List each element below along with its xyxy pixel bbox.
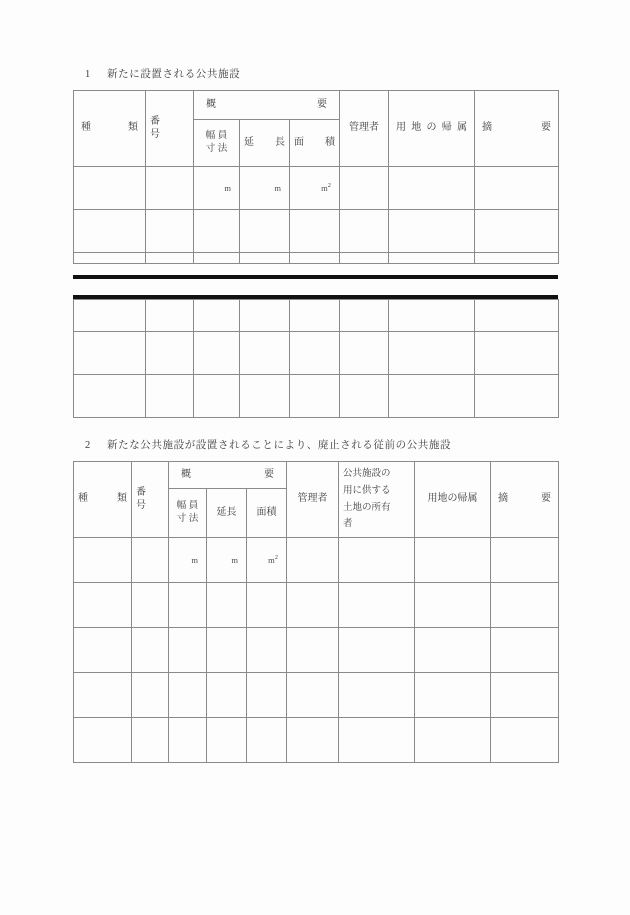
table2-cell-manager[interactable] bbox=[287, 673, 339, 718]
table1-col-manager-label: 管理者 bbox=[349, 122, 379, 134]
table2-cell-number[interactable] bbox=[132, 628, 169, 673]
table2-cell-width[interactable] bbox=[169, 538, 207, 583]
new-public-facilities-table-continued bbox=[73, 299, 559, 418]
table-row bbox=[74, 375, 559, 418]
table1c-cell-kind[interactable] bbox=[74, 332, 146, 375]
table1c-cell-width[interactable] bbox=[194, 332, 240, 375]
page-break-rule-top bbox=[73, 275, 558, 279]
unit-square-meter-area bbox=[290, 183, 339, 194]
unit-meter-length: m bbox=[231, 554, 238, 565]
unit-square-meter-exponent: 2 bbox=[327, 181, 331, 189]
table1c-cell-area[interactable] bbox=[290, 332, 340, 375]
table2-cell-width[interactable] bbox=[169, 583, 207, 628]
table1-cell-kind[interactable] bbox=[74, 210, 146, 253]
table-row bbox=[74, 673, 559, 718]
table1c-cell-area[interactable] bbox=[290, 375, 340, 418]
unit-meter-width: m bbox=[191, 554, 198, 565]
unit-square-meter-area bbox=[247, 555, 286, 566]
table2-col-length-label: 延長 bbox=[216, 506, 237, 518]
table-row bbox=[74, 332, 559, 375]
section-1-heading bbox=[85, 66, 240, 81]
table-row bbox=[74, 538, 559, 583]
table1c-cell-manager[interactable] bbox=[340, 300, 389, 332]
table1-col-kind bbox=[74, 91, 146, 167]
abolished-public-facilities-table bbox=[73, 461, 559, 763]
table1c-cell-remarks[interactable] bbox=[475, 375, 559, 418]
table1-cell-remarks[interactable] bbox=[475, 253, 559, 264]
table2-col-manager-label: 管理者 bbox=[297, 493, 328, 505]
table1-cell-area[interactable] bbox=[290, 210, 340, 253]
table1-col-width-size bbox=[194, 120, 240, 167]
table2-cell-width[interactable] bbox=[169, 628, 207, 673]
unit-square-meter-exponent: 2 bbox=[274, 553, 278, 561]
table1c-cell-area[interactable] bbox=[290, 300, 340, 332]
table2-cell-length[interactable] bbox=[207, 628, 247, 673]
table2-col-area-label: 面積 bbox=[256, 506, 277, 518]
table1c-cell-land-attribution[interactable] bbox=[389, 300, 475, 332]
table2-col-length bbox=[207, 489, 247, 538]
table1-col-width-size-line1: 幅員 bbox=[205, 131, 230, 142]
table2-cell-land-owner[interactable] bbox=[339, 673, 415, 718]
table2-cell-land-owner[interactable] bbox=[339, 718, 415, 763]
table1c-cell-kind[interactable] bbox=[74, 300, 146, 332]
unit-meter-width: m bbox=[224, 182, 231, 193]
table-row bbox=[74, 300, 559, 332]
table2-col-number-label: 番 号 bbox=[136, 487, 156, 511]
table-row bbox=[74, 167, 559, 210]
table1-group-outline-label: 概 要 bbox=[206, 98, 327, 110]
table2-cell-manager[interactable] bbox=[287, 718, 339, 763]
table1-col-remarks bbox=[475, 91, 559, 167]
table-row bbox=[74, 210, 559, 253]
table1-col-area bbox=[290, 120, 340, 167]
table2-col-area bbox=[247, 489, 287, 538]
section-1-number: 1 bbox=[85, 69, 91, 80]
table-row bbox=[74, 718, 559, 763]
table2-cell-land-attribution[interactable] bbox=[415, 628, 491, 673]
table2-cell-number[interactable] bbox=[132, 718, 169, 763]
table1-cell-land-attribution[interactable] bbox=[389, 167, 475, 210]
table2-cell-kind[interactable] bbox=[74, 673, 132, 718]
table1-cell-land-attribution[interactable] bbox=[389, 253, 475, 264]
table1-group-outline bbox=[194, 91, 340, 120]
table2-cell-remarks[interactable] bbox=[491, 583, 559, 628]
table1-cell-width[interactable] bbox=[194, 253, 240, 264]
table1c-cell-manager[interactable] bbox=[340, 332, 389, 375]
unit-square-meter-base: m bbox=[321, 182, 328, 193]
table1c-cell-remarks[interactable] bbox=[475, 332, 559, 375]
table1-col-manager bbox=[340, 91, 389, 167]
table1-col-remarks-label: 摘 要 bbox=[482, 122, 551, 134]
table2-cell-number[interactable] bbox=[132, 583, 169, 628]
table2-col-land-owner-line2: 用に供する bbox=[343, 485, 391, 496]
table2-cell-area[interactable] bbox=[247, 583, 287, 628]
table2-cell-kind[interactable] bbox=[74, 628, 132, 673]
table1c-cell-width[interactable] bbox=[194, 300, 240, 332]
table1-col-land-attribution bbox=[389, 91, 475, 167]
table2-cell-remarks[interactable] bbox=[491, 718, 559, 763]
table2-col-width-size-line1: 幅員 bbox=[176, 501, 201, 512]
table1-cell-length[interactable] bbox=[240, 210, 290, 253]
table1-cell-kind[interactable] bbox=[74, 167, 146, 210]
table2-cell-width[interactable] bbox=[169, 673, 207, 718]
table2-cell-area[interactable] bbox=[247, 718, 287, 763]
table1c-cell-land-attribution[interactable] bbox=[389, 375, 475, 418]
table1-col-area-label: 面 積 bbox=[294, 136, 335, 148]
table2-cell-kind[interactable] bbox=[74, 583, 132, 628]
table1-cell-number[interactable] bbox=[146, 167, 194, 210]
table2-col-width-size-line2: 寸法 bbox=[176, 514, 201, 524]
table2-cell-land-owner[interactable] bbox=[339, 628, 415, 673]
table1c-cell-length[interactable] bbox=[240, 332, 290, 375]
table2-cell-remarks[interactable] bbox=[491, 673, 559, 718]
table1-cell-number[interactable] bbox=[146, 253, 194, 264]
table2-cell-length[interactable] bbox=[207, 583, 247, 628]
table1c-cell-number[interactable] bbox=[146, 332, 194, 375]
table1-cell-area[interactable] bbox=[290, 253, 340, 264]
table1-col-length bbox=[240, 120, 290, 167]
table1c-cell-width[interactable] bbox=[194, 375, 240, 418]
table1-col-width-size-line2: 寸法 bbox=[205, 144, 230, 154]
table1c-cell-remarks[interactable] bbox=[475, 300, 559, 332]
table2-col-width-size bbox=[169, 489, 207, 538]
table1-col-land-attribution-label: 用地の帰属 bbox=[396, 122, 467, 134]
table2-col-land-owner-line3: 土地の所有 bbox=[343, 502, 391, 513]
table1c-cell-number[interactable] bbox=[146, 375, 194, 418]
table1-header-row-top bbox=[74, 91, 559, 120]
table2-col-kind-label: 種 類 bbox=[78, 493, 127, 505]
table1-cell-remarks[interactable] bbox=[475, 167, 559, 210]
table1c-cell-manager[interactable] bbox=[340, 375, 389, 418]
table1-cell-manager[interactable] bbox=[340, 167, 389, 210]
table2-cell-manager[interactable] bbox=[287, 628, 339, 673]
table1-cell-area[interactable] bbox=[290, 167, 340, 210]
table2-header-row-top bbox=[74, 462, 559, 489]
unit-square-meter-base: m bbox=[268, 554, 275, 565]
table2-cell-land-attribution[interactable] bbox=[415, 718, 491, 763]
table1-cell-land-attribution[interactable] bbox=[389, 210, 475, 253]
table2-cell-manager[interactable] bbox=[287, 538, 339, 583]
table1-col-length-label: 延 長 bbox=[244, 136, 285, 148]
unit-meter-length: m bbox=[274, 182, 281, 193]
table2-cell-land-attribution[interactable] bbox=[415, 583, 491, 628]
table2-cell-land-attribution[interactable] bbox=[415, 538, 491, 583]
section-1-title: 新たに設置される公共施設 bbox=[107, 69, 241, 80]
table2-col-land-attribution-label: 用地の帰属 bbox=[427, 493, 478, 505]
table1-cell-width[interactable] bbox=[194, 210, 240, 253]
table2-group-outline-label: 概 要 bbox=[181, 468, 274, 480]
table2-col-kind bbox=[74, 462, 132, 538]
table1-col-number-label: 番 号 bbox=[150, 116, 180, 140]
table-row bbox=[74, 253, 559, 264]
table1-cell-width[interactable] bbox=[194, 167, 240, 210]
table1c-cell-length[interactable] bbox=[240, 300, 290, 332]
table2-col-land-owner-line4: 者 bbox=[343, 519, 353, 530]
table2-col-remarks-label: 摘 要 bbox=[498, 493, 551, 505]
table2-cell-length[interactable] bbox=[207, 718, 247, 763]
table2-col-land-owner-line1: 公共施設の bbox=[343, 469, 391, 480]
table1-col-number bbox=[146, 91, 194, 167]
table2-cell-width[interactable] bbox=[169, 718, 207, 763]
table2-cell-manager[interactable] bbox=[287, 583, 339, 628]
table1-cell-manager[interactable] bbox=[340, 253, 389, 264]
table2-cell-land-attribution[interactable] bbox=[415, 673, 491, 718]
table2-cell-remarks[interactable] bbox=[491, 628, 559, 673]
table-row bbox=[74, 628, 559, 673]
table1-cell-number[interactable] bbox=[146, 210, 194, 253]
table1c-cell-length[interactable] bbox=[240, 375, 290, 418]
table2-col-number bbox=[132, 462, 169, 538]
table2-cell-length[interactable] bbox=[207, 673, 247, 718]
table2-col-land-owner bbox=[339, 462, 415, 538]
table1-cell-manager[interactable] bbox=[340, 210, 389, 253]
table1-cell-remarks[interactable] bbox=[475, 210, 559, 253]
table2-cell-kind[interactable] bbox=[74, 718, 132, 763]
new-public-facilities-table bbox=[73, 90, 559, 264]
table2-cell-number[interactable] bbox=[132, 538, 169, 583]
table2-cell-area[interactable] bbox=[247, 628, 287, 673]
table2-cell-area[interactable] bbox=[247, 673, 287, 718]
table1-cell-kind[interactable] bbox=[74, 253, 146, 264]
table2-cell-number[interactable] bbox=[132, 673, 169, 718]
table1c-cell-land-attribution[interactable] bbox=[389, 332, 475, 375]
table2-group-outline bbox=[169, 462, 287, 489]
table2-cell-remarks[interactable] bbox=[491, 538, 559, 583]
table2-cell-land-owner[interactable] bbox=[339, 583, 415, 628]
section-2-title: 新たな公共施設が設置されることにより、廃止される従前の公共施設 bbox=[107, 440, 452, 451]
table1c-cell-kind[interactable] bbox=[74, 375, 146, 418]
section-2-heading bbox=[85, 437, 451, 452]
table2-col-remarks bbox=[491, 462, 559, 538]
table2-cell-land-owner[interactable] bbox=[339, 538, 415, 583]
table2-cell-area[interactable] bbox=[247, 538, 287, 583]
table2-col-manager bbox=[287, 462, 339, 538]
table1-cell-length[interactable] bbox=[240, 253, 290, 264]
section-2-number: 2 bbox=[85, 440, 91, 451]
table2-cell-length[interactable] bbox=[207, 538, 247, 583]
table-row bbox=[74, 583, 559, 628]
table1-col-kind-label: 種 類 bbox=[81, 122, 138, 134]
table2-cell-kind[interactable] bbox=[74, 538, 132, 583]
table1-cell-length[interactable] bbox=[240, 167, 290, 210]
table2-col-land-attribution bbox=[415, 462, 491, 538]
table1c-cell-number[interactable] bbox=[146, 300, 194, 332]
